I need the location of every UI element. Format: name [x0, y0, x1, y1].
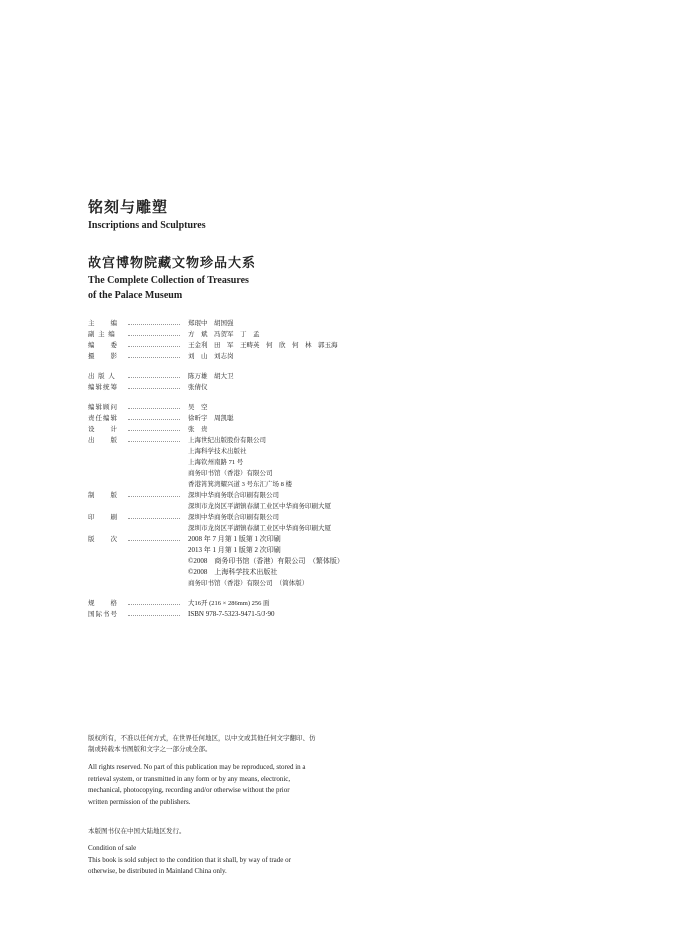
credit-row: [88, 402, 388, 413]
credit-value: [188, 512, 388, 534]
credit-value-line: 王金利 田 军 王畴英 何 欣 何 林 郭玉海: [188, 342, 338, 349]
credit-label: 制 版: [88, 492, 118, 499]
credit-label: 规 格: [88, 600, 118, 607]
copyright-notice-en-line: All rights reserved. No part of this publication may be reproduced, stored in a: [88, 763, 306, 771]
credit-label: 摄 影: [88, 353, 118, 360]
distribution-notice-cn: 本版图书仅在中国大陆地区发行。: [88, 828, 186, 835]
leader-dots: [128, 329, 180, 336]
credit-value-line: ©2008 商务印书馆（香港）有限公司 （繁体版）: [188, 557, 344, 565]
distribution-notice-en-line: Condition of sale: [88, 844, 137, 852]
credit-value: [188, 402, 388, 413]
group-spacer: [88, 393, 388, 402]
credit-label: 副 主 编: [88, 331, 116, 338]
credit-value: [188, 340, 388, 351]
credit-value: [188, 534, 388, 589]
leader-dots: [128, 424, 180, 431]
group-spacer: [88, 362, 388, 371]
credit-row: [88, 424, 388, 435]
credits-block: [88, 318, 388, 620]
leader-dots: [128, 402, 180, 409]
leader-dots: [128, 534, 180, 541]
copyright-notice-en-line: mechanical, photocopying, recording and/or otherwise without the prior: [88, 786, 290, 794]
credit-value-line: 刘 山 刘志岗: [188, 353, 234, 360]
credit-label: 出 版: [88, 437, 118, 444]
credit-value-line: 深圳市龙岗区平湖镇春湖工业区中华商务印刷大厦: [188, 525, 331, 532]
group-spacer: [88, 589, 388, 598]
credit-value: [188, 351, 388, 362]
distribution-notice-en: [88, 843, 358, 878]
credit-row: [88, 534, 388, 589]
leader-dots: [128, 371, 180, 378]
credit-value-line: 上海世纪出版股份有限公司: [188, 437, 266, 444]
credit-label: 版 次: [88, 536, 118, 543]
credit-value-line: ISBN 978-7-5323-9471-5/J·90: [188, 610, 275, 618]
leader-dots: [128, 318, 180, 325]
leader-dots: [128, 490, 180, 497]
credit-row: [88, 340, 388, 351]
series-title-en: [88, 273, 388, 303]
credit-label: 主 编: [88, 320, 118, 327]
credit-label: 设 计: [88, 426, 118, 433]
credit-row: [88, 490, 388, 512]
credit-label: 责任编辑: [88, 415, 118, 422]
book-title-cn: 铭刻与雕塑: [88, 200, 169, 216]
credit-value-line: 深圳中华商务联合印刷有限公司: [188, 492, 279, 499]
copyright-notice-en-line: retrieval system, or transmitted in any form or by any means, electronic,: [88, 774, 291, 783]
credit-value: [188, 598, 388, 609]
credit-value-line: 深圳市龙岗区平湖镇春湖工业区中华商务印刷大厦: [188, 503, 331, 510]
credit-value: [188, 435, 388, 490]
series-title-cn: 故宫博物院藏文物珍品大系: [88, 255, 257, 270]
credit-value-line: 陈万雄 胡大卫: [188, 373, 234, 380]
credit-value-line: 商务印书馆（香港）有限公司: [188, 470, 273, 477]
credit-value-line: 商务印书馆（香港）有限公司 （简体版）: [188, 580, 309, 587]
copyright-notice-en-line: written permission of the publishers.: [88, 797, 191, 806]
credit-row: [88, 382, 388, 393]
book-title-en: Inscriptions and Sculptures: [88, 220, 206, 231]
leader-dots: [128, 598, 180, 605]
copyright-notice-en: [88, 762, 358, 808]
credit-row: [88, 318, 388, 329]
credit-label: 编辑顾问: [88, 404, 118, 411]
leader-dots: [128, 340, 180, 347]
credit-label: 编 委: [88, 342, 118, 349]
series-title-en-line1: The Complete Collection of Treasures: [88, 275, 249, 286]
credit-row: [88, 512, 388, 534]
credit-value-line: 2008 年 7 月第 1 版第 1 次印刷: [188, 535, 281, 543]
series-title-en-line2: of the Palace Museum: [88, 290, 183, 301]
credit-row: [88, 413, 388, 424]
credit-value-line: 2013 年 1 月第 1 版第 2 次印刷: [188, 546, 281, 554]
credit-row: [88, 371, 388, 382]
credit-value: [188, 490, 388, 512]
credit-value-line: 上海科学技术出版社: [188, 448, 247, 455]
credit-value-line: 郑珉中 胡国强: [188, 320, 234, 327]
leader-dots: [128, 382, 180, 389]
copyright-notice-cn-line1: 版权所有，不准以任何方式，在世界任何地区，以中文或其他任何文字翻印、仿: [88, 735, 316, 742]
credit-value: [188, 318, 388, 329]
credit-row: [88, 598, 388, 609]
credit-value: [188, 371, 388, 382]
credit-value-line: 深圳中华商务联合印刷有限公司: [188, 514, 279, 521]
credit-value-line: 徐昕宇 周凯聪: [188, 415, 234, 422]
credit-value-line: 吴 空: [188, 404, 208, 411]
credit-label: 国际书号: [88, 611, 118, 618]
credit-value: [188, 609, 388, 620]
leader-dots: [128, 609, 180, 616]
credit-row: [88, 609, 388, 620]
leader-dots: [128, 512, 180, 519]
leader-dots: [128, 351, 180, 358]
copyright-notice-cn: [88, 733, 358, 755]
distribution-notice-en-line: otherwise, be distributed in Mainland China only.: [88, 867, 227, 875]
credit-row: [88, 435, 388, 490]
credit-value-line: 方 斌 冯贺军 丁 孟: [188, 331, 260, 338]
credit-value-line: 上海钦州南路 71 号: [188, 459, 244, 466]
credit-label: 出 版 人: [88, 373, 116, 380]
copyright-notice-cn-line2: 制或转载本书图版和文字之一部分或全部。: [88, 746, 212, 753]
credit-value: [188, 424, 388, 435]
credit-value: [188, 382, 388, 393]
credit-value: [188, 329, 388, 340]
credit-value-line: 张倩仪: [188, 384, 208, 391]
leader-dots: [128, 413, 180, 420]
credit-label: 印 刷: [88, 514, 118, 521]
credit-value: [188, 413, 388, 424]
leader-dots: [128, 435, 180, 442]
distribution-notice-en-line: This book is sold subject to the condition that it shall, by way of trade or: [88, 855, 291, 864]
credit-row: [88, 351, 388, 362]
credit-label: 编辑统筹: [88, 384, 118, 391]
credit-value-line: ©2008 上海科学技术出版社: [188, 568, 278, 576]
credit-value-line: 香港筲箕湾耀兴道 3 号东汇广场 8 楼: [188, 481, 292, 488]
credit-row: [88, 329, 388, 340]
credit-value-line: 大16开 (216 × 286mm) 256 面: [188, 600, 270, 607]
credit-value-line: 张 贵: [188, 426, 208, 433]
